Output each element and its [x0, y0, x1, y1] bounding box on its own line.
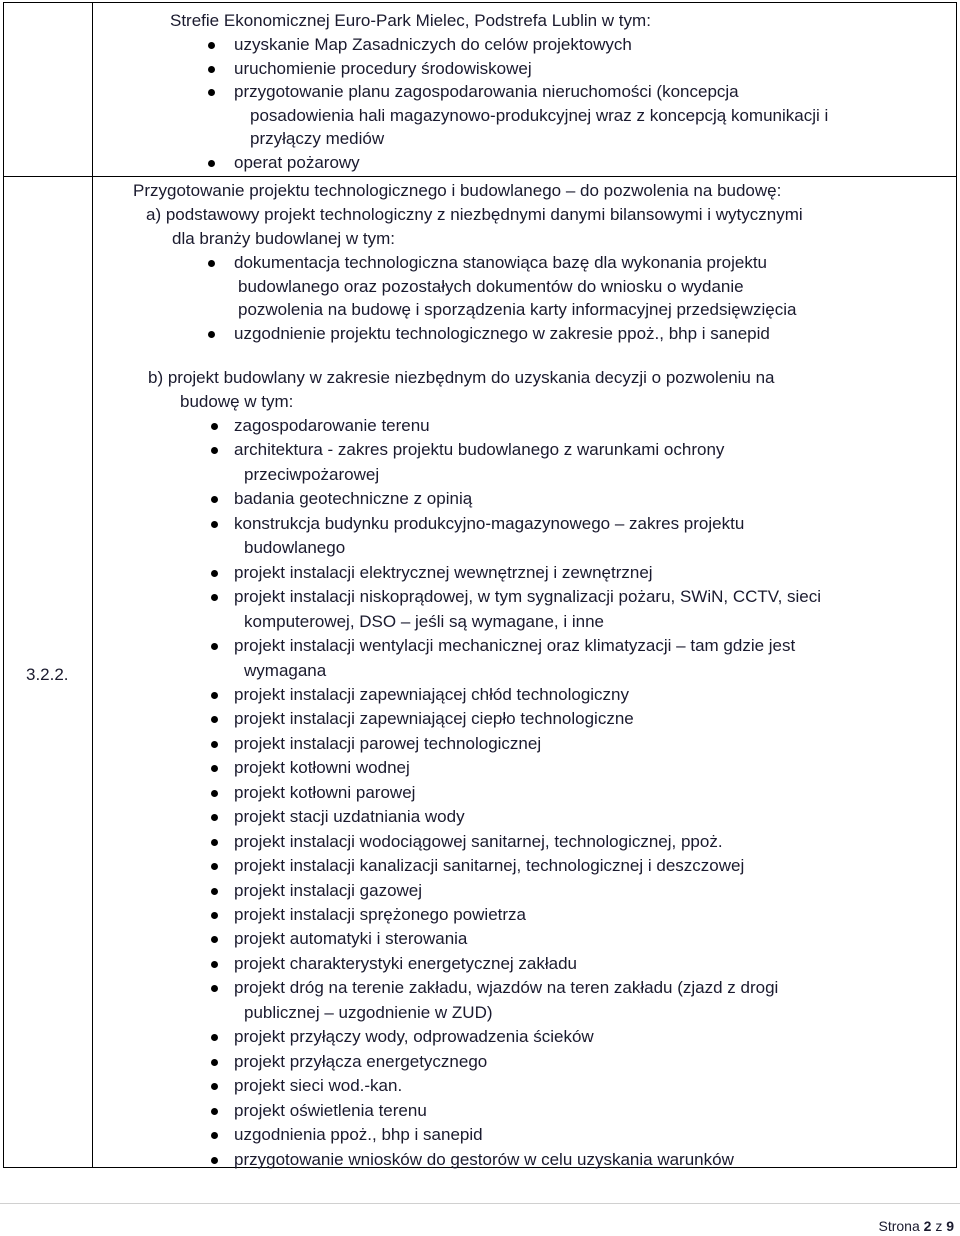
bullet-icon	[211, 741, 218, 748]
list-item-text: przygotowanie wniosków do gestorów w celu uzyskania warunków	[234, 1149, 734, 1169]
list-item-text: uzgodnienia ppoż., bhp i sanepid	[234, 1125, 483, 1145]
list-item-text: przeciwpożarowej	[244, 464, 380, 484]
list-item-text: projekt instalacji parowej technologicznej	[234, 733, 542, 753]
part-b-line: b) projekt budowlany w zakresie niezbędnym do uzyskania decyzji o pozwoleniu na	[148, 368, 775, 387]
column-divider	[92, 3, 93, 1167]
bullet-icon	[211, 1059, 218, 1066]
list-item-text: projekt automatyki i sterowania	[234, 929, 468, 949]
bullet-icon	[211, 912, 218, 919]
list-item-text: budowlanego	[244, 538, 346, 558]
bullet-icon	[211, 1108, 218, 1115]
document-table	[3, 2, 957, 1168]
list-item-text: projekt charakterystyki energetycznej zakładu	[234, 953, 577, 973]
list-item-text: uzyskanie Map Zasadniczych do celów projektowych	[234, 35, 632, 54]
bullet-icon	[211, 961, 218, 968]
bullet-icon	[208, 160, 215, 167]
list-item-text: projekt instalacji zapewniającej chłód technologiczny	[234, 684, 630, 704]
list-item-text: zagospodarowanie terenu	[234, 416, 430, 435]
bullet-icon	[211, 692, 218, 699]
list-item-text: wymagana	[244, 660, 327, 680]
list-item-text: budowlanego oraz pozostałych dokumentów do wniosku o wydanie	[238, 276, 744, 296]
list-item-text: uzgodnienie projektu technologicznego w zakresie ppoż., bhp i sanepid	[234, 323, 770, 343]
list-item-text: projekt oświetlenia terenu	[234, 1100, 427, 1120]
section-number: 3.2.2.	[26, 665, 69, 684]
list-item-text: projekt sieci wod.-kan.	[234, 1076, 403, 1096]
list-item-text: projekt instalacji sprężonego powietrza	[234, 905, 526, 924]
bullet-icon	[211, 570, 218, 577]
list-item-text: operat pożarowy	[234, 152, 360, 172]
list-item-text: projekt przyłącza energetycznego	[234, 1051, 488, 1071]
list-item-text: publicznej – uzgodnienie w ZUD)	[244, 1002, 493, 1022]
list-item-text: projekt instalacji zapewniającej ciepło technologiczne	[234, 709, 634, 729]
bullet-icon	[211, 423, 218, 430]
list-item-text: projekt przyłączy wody, odprowadzenia ścieków	[234, 1027, 594, 1047]
list-item-text: projekt instalacji niskoprądowej, w tym sygnalizacji pożaru, SWiN, CCTV, sieci	[234, 587, 822, 607]
bullet-icon	[208, 66, 215, 73]
list-item-text: przygotowanie planu zagospodarowania nieruchomości (koncepcja	[234, 82, 739, 101]
bullet-icon	[211, 790, 218, 797]
list-item-text: posadowienia hali magazynowo-produkcyjnej wraz z koncepcją komunikacji i	[250, 105, 829, 125]
bullet-icon	[211, 888, 218, 895]
list-item-text: projekt instalacji wentylacji mechanicznej oraz klimatyzacji – tam gdzie jest	[234, 636, 796, 656]
main-heading: Przygotowanie projektu technologicznego i budowlanego – do pozwolenia na budowę:	[133, 181, 782, 200]
list-item-text: uruchomienie procedury środowiskowej	[234, 58, 532, 78]
list-item-text: konstrukcja budynku produkcyjno-magazynowego – zakres projektu	[234, 513, 745, 533]
list-item-text: projekt kotłowni wodnej	[234, 758, 410, 778]
part-a-line: a) podstawowy projekt technologiczny z niezbędnymi danymi bilansowymi i wytycznymi	[146, 205, 803, 224]
list-item-text: badania geotechniczne z opinią	[234, 489, 473, 509]
list-item-text: projekt instalacji elektrycznej wewnętrznej i zewnętrznej	[234, 562, 653, 582]
list-item-text: projekt instalacji gazowej	[234, 880, 423, 900]
list-item-text: komputerowej, DSO – jeśli są wymagane, i inne	[244, 611, 604, 631]
bullet-icon	[208, 260, 215, 267]
page-sep: z	[935, 1218, 943, 1234]
bullet-icon	[211, 839, 218, 846]
list-item-text: projekt stacji uzdatniania wody	[234, 807, 465, 827]
footer-divider	[0, 1203, 960, 1204]
bullet-icon	[211, 521, 218, 528]
list-item-text: dokumentacja technologiczna stanowiąca bazę dla wykonania projektu	[234, 253, 768, 272]
row-heading: Strefie Ekonomicznej Euro-Park Mielec, Podstrefa Lublin w tym:	[170, 11, 651, 30]
page-label: Strona	[878, 1218, 920, 1234]
bullet-icon	[208, 331, 215, 338]
list-item-text: przyłączy mediów	[250, 129, 385, 148]
list-item-text: projekt instalacji wodociągowej sanitarnej, technologicznej, ppoż.	[234, 831, 723, 851]
bullet-icon	[211, 1157, 218, 1164]
part-b-line: budowę w tym:	[180, 392, 294, 411]
list-item-text: projekt instalacji kanalizacji sanitarnej, technologicznej i deszczowej	[234, 856, 745, 876]
page-total: 9	[946, 1218, 954, 1234]
bullet-icon	[208, 89, 215, 96]
list-item-text: projekt kotłowni parowej	[234, 782, 416, 802]
bullet-icon	[208, 42, 215, 49]
page-current: 2	[923, 1218, 932, 1234]
page-footer	[878, 1218, 954, 1234]
bullet-icon	[211, 1132, 218, 1139]
list-item-text: pozwolenia na budowę i sporządzenia karty informacyjnej przedsięwzięcia	[238, 300, 797, 319]
list-item-text: architektura - zakres projektu budowlanego z warunkami ochrony	[234, 440, 725, 460]
bullet-icon	[211, 643, 218, 650]
list-item-text: projekt dróg na terenie zakładu, wjazdów na teren zakładu (zjazd z drogi	[234, 978, 779, 998]
part-a-line: dla branży budowlanej w tym:	[172, 229, 396, 248]
